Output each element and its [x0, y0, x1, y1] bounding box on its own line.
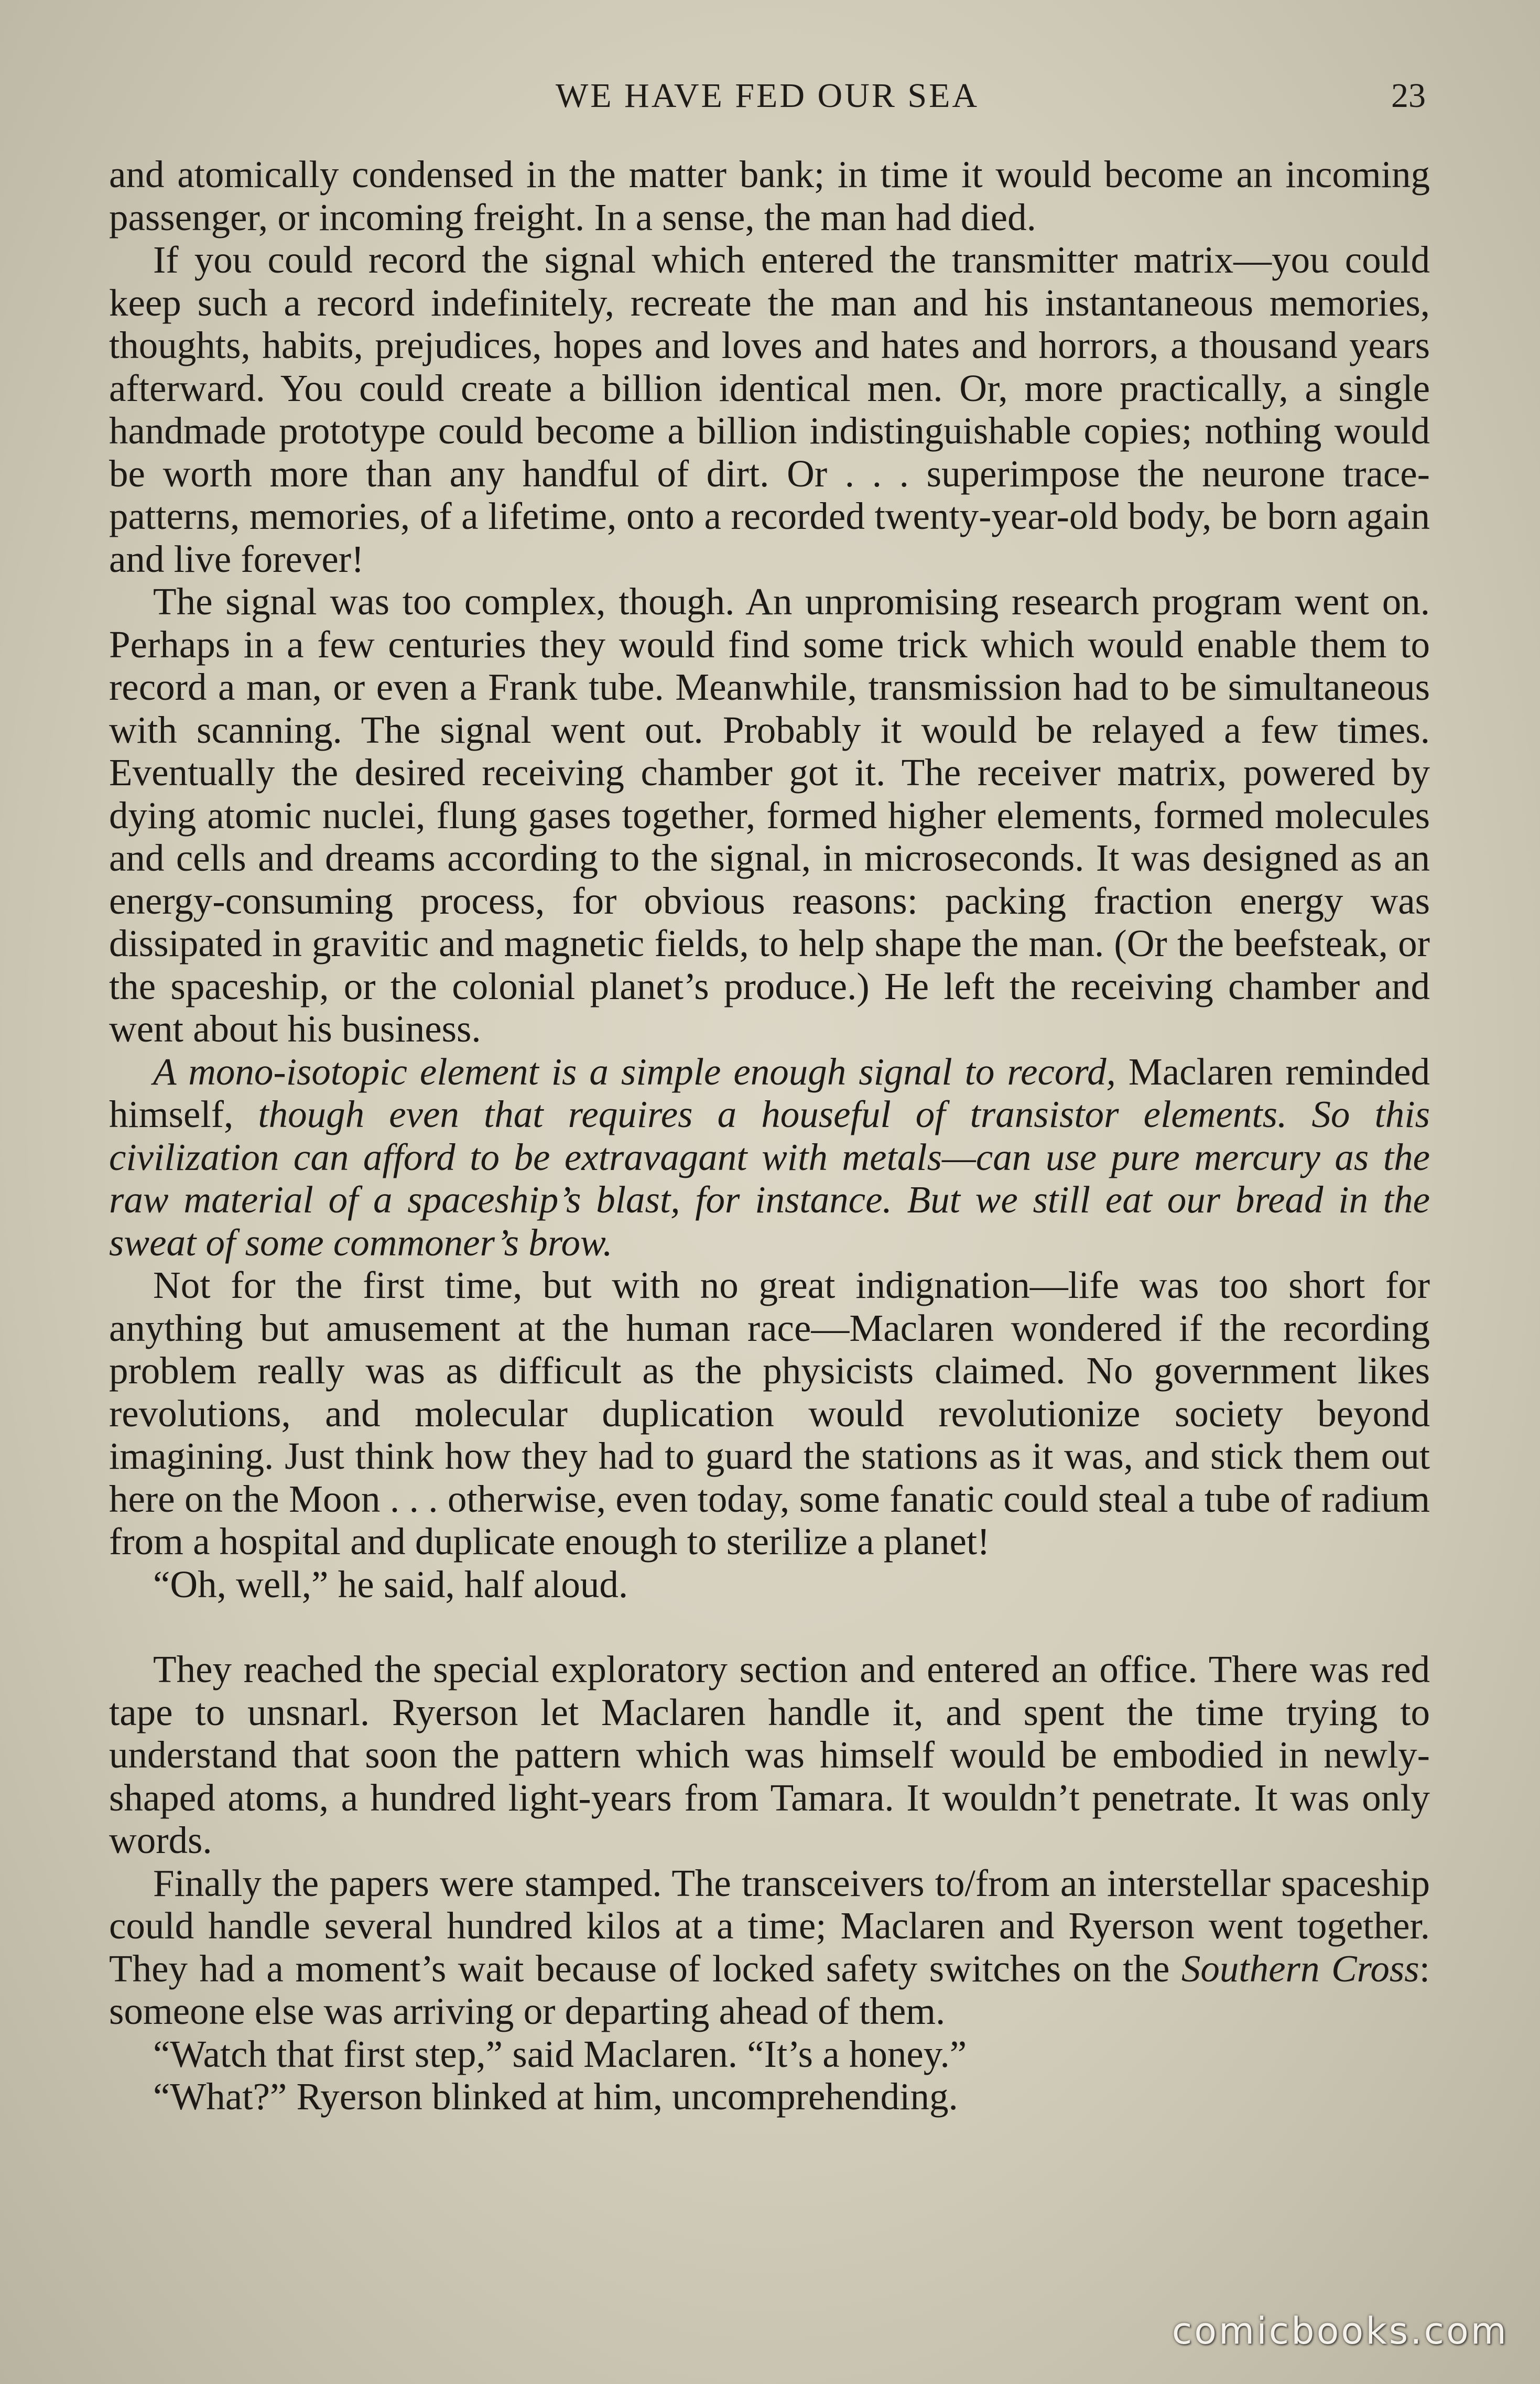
paragraph: Not for the first time, but with no great indignation—life was too short for anything but amusement at the human race—Maclaren wondered if the recording problem really was as difficult as the physicists claimed. No government likes revolutions, and molecular duplication would revolutionize society beyond imagining. Just think how they had to guard the stations as it was, and stick them out here on the Moon . . . otherwise, even today, some fanatic could steal a tube of radium from a hospital and duplicate enough to sterilize a planet! — [109, 1264, 1430, 1563]
paragraph — [109, 1862, 1430, 2033]
narration: : someone else was arriving or departing ahead of them. — [109, 1947, 1430, 2032]
italic-thought: A mono-isotopic element is a simple enough signal to record, — [153, 1050, 1116, 1093]
paragraph: They reached the special exploratory section and entered an office. There was red tape to unsnarl. Ryerson let Maclaren handle it, and spent the time trying to understand that soon the pattern which was himself would be embodied in newly-shaped atoms, a hundred light-years from Tamara. It wouldn’t penetrate. It was only words. — [109, 1648, 1430, 1861]
body-text — [109, 153, 1430, 2118]
italic-thought: though even that requires a houseful of transistor elements. So this civilization can afford to be extravagant with metals—can use pure mercury as the raw material of a spaceship’s blast, for instance. But we still eat our bread in the sweat of some commoner’s brow. — [109, 1093, 1430, 1264]
ship-name: Southern Cross — [1181, 1947, 1419, 1990]
dialogue-line: “Watch that first step,” said Maclaren. “It’s a honey.” — [153, 2032, 967, 2075]
paragraph: and atomically condensed in the matter bank; in time it would become an incoming passenger, or incoming freight. In a sense, the man had died. — [109, 153, 1430, 239]
paragraph — [109, 1050, 1430, 1264]
narration: Maclaren reminded himself, — [109, 1050, 1430, 1135]
narration: Finally the papers were stamped. The transceivers to/from an interstellar spaceship could handle several hundred kilos at a time; Maclaren and Ryerson went together. They had a moment’s wait because of locked safety switches on the — [109, 1861, 1430, 1990]
page-number: 23 — [1391, 77, 1426, 115]
running-head: WE HAVE FED OUR SEA — [555, 77, 980, 115]
dialogue-line: “Oh, well,” he said, half aloud. — [153, 1563, 628, 1606]
paragraph: The signal was too complex, though. An unpromising research program went on. Perhaps in a few centuries they would find some trick which would enable them to record a man, or even a Frank tube. Meanwhile, transmission had to be simultaneous with scanning. The signal went out. Probably it would be relayed a few times. Eventually the desired receiving chamber got it. The receiver matrix, powered by dying atomic nuclei, flung gases together, formed higher elements, formed molecules and cells and dreams according to the signal, in microseconds. It was designed as an energy-consuming process, for obvious reasons: packing fraction energy was dissipated in gravitic and magnetic fields, to help shape the man. (Or the beefsteak, or the spaceship, or the colonial planet’s produce.) He left the receiving chamber and went about his business. — [109, 580, 1430, 1050]
paragraph: If you could record the signal which entered the transmitter matrix—you could keep such a record indefinitely, recreate the man and his instantaneous memories, thoughts, habits, prejudices, hopes and loves and hates and horrors, a thousand years afterward. You could create a billion identical men. Or, more practically, a single handmade prototype could become a billion indistinguishable copies; nothing would be worth more than any handful of dirt. Or . . . superimpose the neurone trace-patterns, memories, of a lifetime, onto a recorded twenty-year-old body, be born again and live forever! — [109, 239, 1430, 580]
watermark: comicbooks.com — [1172, 2310, 1509, 2353]
page-header — [109, 76, 1426, 134]
dialogue-line: “What?” Ryerson blinked at him, uncomprehending. — [153, 2075, 958, 2118]
